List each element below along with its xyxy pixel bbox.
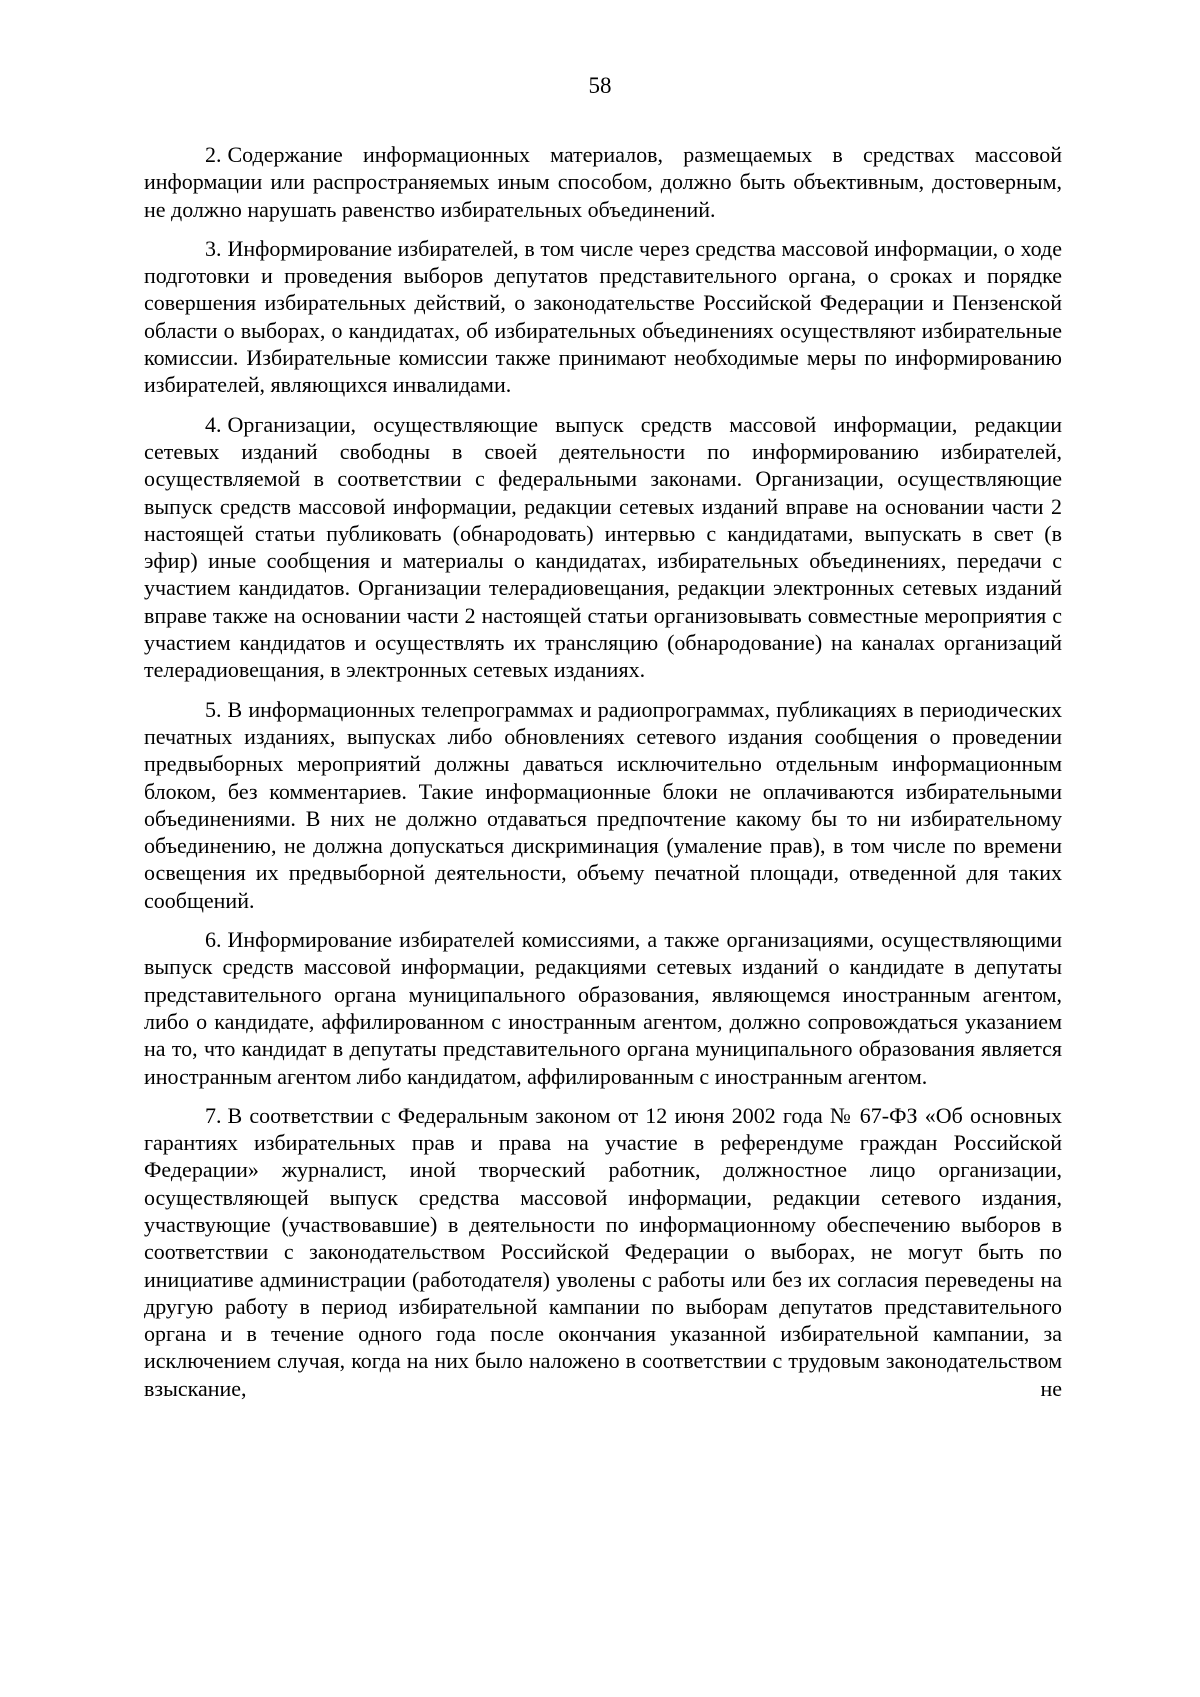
document-body xyxy=(144,141,1062,1402)
paragraph-number: 6. xyxy=(205,927,222,953)
paragraph-number: 7. xyxy=(205,1102,222,1128)
paragraph-2 xyxy=(144,141,1062,223)
paragraph-4 xyxy=(144,411,1062,684)
paragraph-text: В соответствии с Федеральным законом от 12 июня 2002 года № 67-ФЗ «Об основных гарантиях избирательных прав и права на участие в референдуме граждан Российской Федерации» журналист, иной творческий работник, должностное лицо организации, осуществляющей выпуск средства массовой информации, редакции сетевого издания, участвующие (участвовавшие) в деятельности по информационному обеспечению выборов в соответствии с законодательством Российской Федерации о выборах, не могут быть по инициативе администрации (работодателя) уволены с работы или без их согласия переведены на другую работу в период избирательной кампании по выборам депутатов представительного органа и в течение одного года после окончания указанной избирательной кампании, за исключением случая, когда на них было наложено в соответствии с трудовым законодательством взыскание, не xyxy=(144,1102,1062,1401)
paragraph-text: В информационных телепрограммах и радиопрограммах, публикациях в периодических печатных изданиях, выпусках либо обновлениях сетевого издания сообщения о проведении предвыборных мероприятий должны даваться исключительно отдельным информационным блоком, без комментариев. Такие информационные блоки не оплачиваются избирательными объединениями. В них не должно отдаваться предпочтение какому бы то ни избирательному объединению, не должна допускаться дискриминация (умаление прав), в том числе по времени освещения их предвыборной деятельности, объему печатной площади, отведенной для таких сообщений. xyxy=(144,696,1062,913)
paragraph-6 xyxy=(144,926,1062,1090)
paragraph-3 xyxy=(144,235,1062,399)
paragraph-number: 4. xyxy=(205,411,222,437)
paragraph-number: 2. xyxy=(205,142,222,167)
paragraph-text: Информирование избирателей комиссиями, а также организациями, осуществляющими выпуск средств массовой информации, редакциями сетевых изданий о кандидате в депутаты представительного органа муниципального образования, являющемся иностранным агентом, либо о кандидате, аффилированном с иностранным агентом, должно сопровождаться указанием на то, что кандидат в депутаты представительного органа муниципального образования является иностранным агентом либо кандидатом, аффилированным с иностранным агентом. xyxy=(144,927,1062,1089)
paragraph-text: Информирование избирателей, в том числе через средства массовой информации, о ходе подготовки и проведения выборов депутатов представительного органа, о сроках и порядке совершения избирательных действий, о законодательстве Российской Федерации и Пензенской области о выборах, о кандидатах, об избирательных объединениях осуществляют избирательные комиссии. Избирательные комиссии также принимают необходимые меры по информированию избирателей, являющихся инвалидами. xyxy=(144,235,1062,398)
paragraph-text: Организации, осуществляющие выпуск средств массовой информации, редакции сетевых изданий свободны в своей деятельности по информированию избирателей, осуществляемой в соответствии с федеральными законами. Организации, осуществляющие выпуск средств массовой информации, редакции сетевых изданий вправе на основании части 2 настоящей статьи публиковать (обнародовать) интервью с кандидатами, выпускать в свет (в эфир) иные сообщения и материалы о кандидатах, избирательных объединениях, передачи с участием кандидатов. Организации телерадиовещания, редакции электронных сетевых изданий вправе также на основании части 2 настоящей статьи организовывать совместные мероприятия с участием кандидатов и осуществлять их трансляцию (обнародование) на каналах организаций телерадиовещания, в электронных сетевых изданиях. xyxy=(144,411,1062,683)
paragraph-5 xyxy=(144,696,1062,914)
paragraph-text: Содержание информационных материалов, размещаемых в средствах массовой информации или распространяемых иным способом, должно быть объективным, достоверным, не должно нарушать равенство избирательных объединений. xyxy=(144,142,1062,222)
paragraph-number: 5. xyxy=(205,696,222,722)
page-number: 58 xyxy=(588,73,612,98)
paragraph-7 xyxy=(144,1102,1062,1402)
paragraph-number: 3. xyxy=(205,235,222,261)
